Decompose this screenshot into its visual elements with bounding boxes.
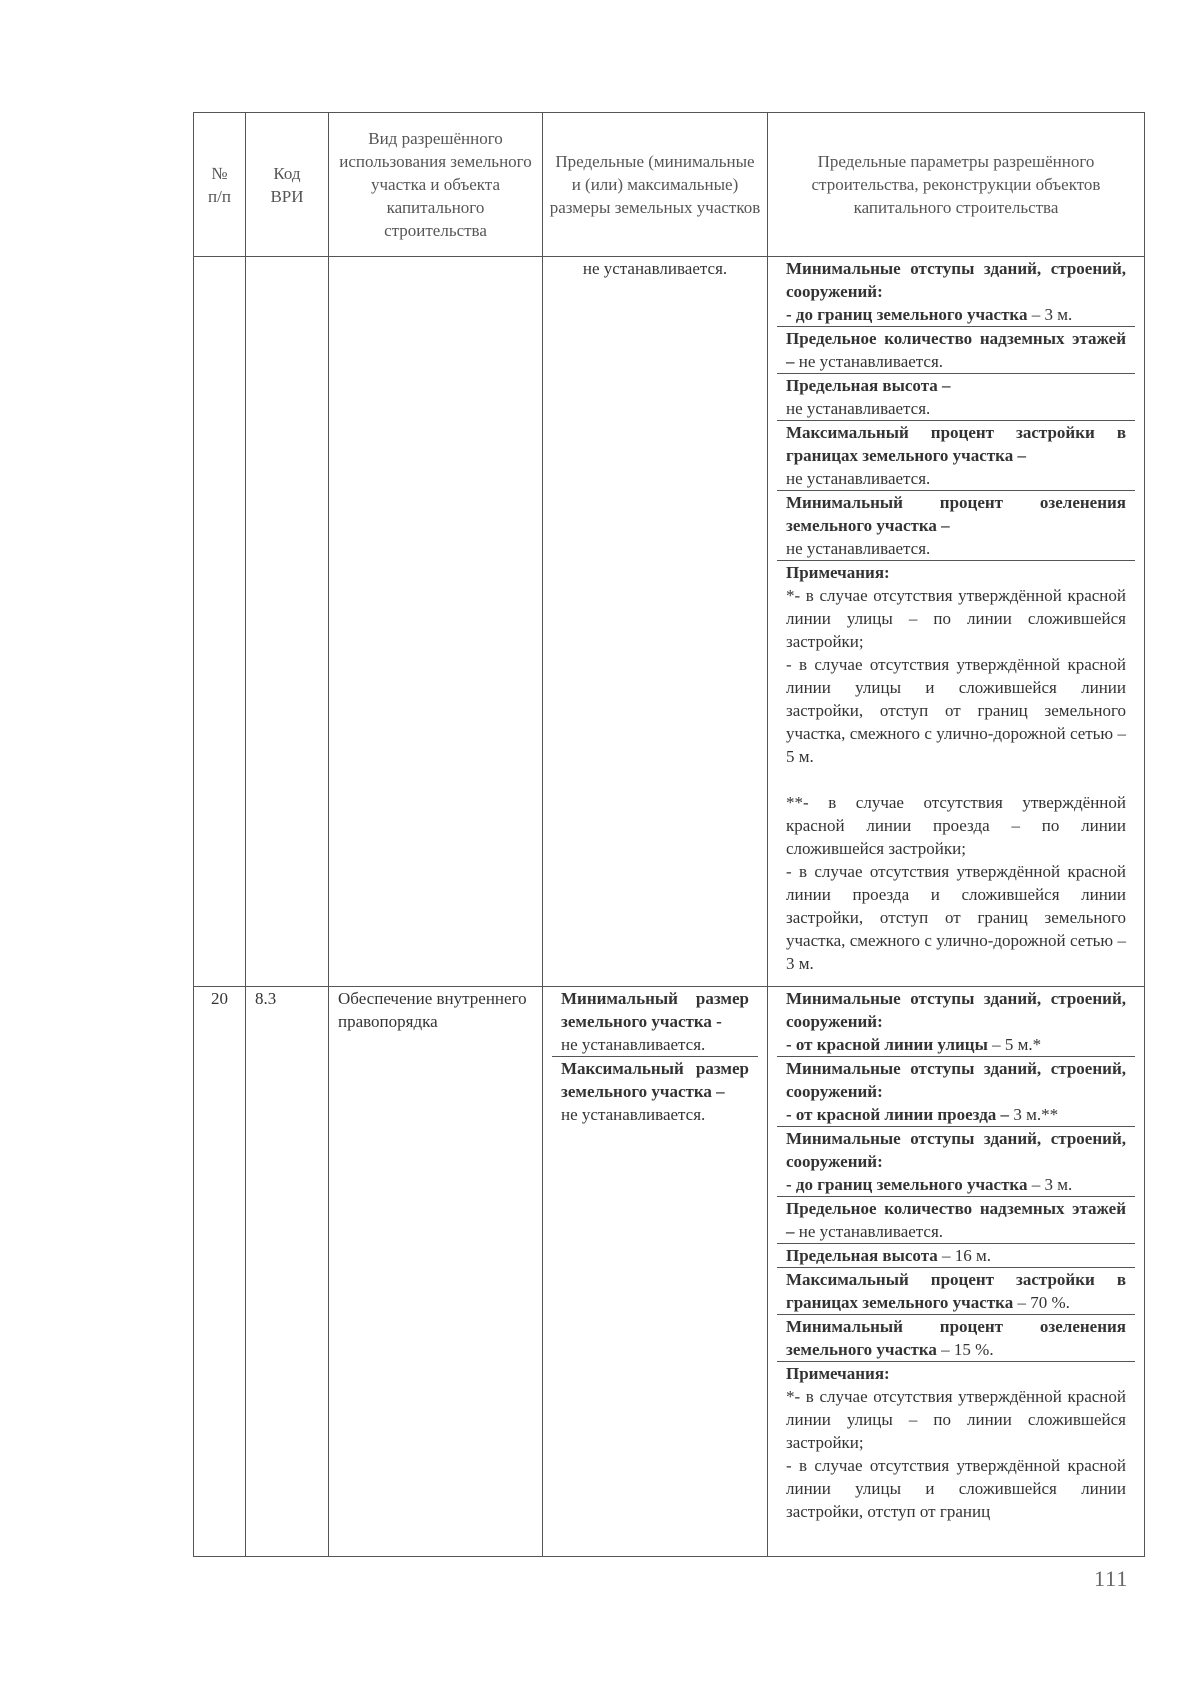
cont-code-cell: [246, 257, 329, 987]
notes-gap: [786, 768, 1126, 791]
param-label: Минимальные отступы зданий, строений, сооружений:: [786, 1059, 1126, 1101]
table-row-continuation: [194, 257, 1145, 987]
param-label: Минимальные отступы зданий, строений, сооружений:: [786, 259, 1126, 301]
param-value: не устанавливается.: [786, 469, 931, 488]
param-sublabel: - от красной линии улицы: [786, 1035, 988, 1054]
row20-param-greening: [777, 1315, 1135, 1362]
cont-sizes-text: не устанавливается.: [582, 259, 728, 278]
cont-param-coverage: [777, 421, 1135, 491]
header-num: № п/п: [194, 113, 246, 257]
param-value: – 5 м.*: [987, 1035, 1042, 1054]
max-size-value: не устанавливается.: [561, 1105, 706, 1124]
row20-sizes-cell: [543, 987, 768, 1557]
cont-param-setback: [777, 257, 1135, 327]
param-label: Минимальные отступы зданий, строений, сооружений:: [786, 989, 1126, 1031]
param-value: – 15 %.: [936, 1340, 994, 1359]
cont-sizes-cell: [543, 257, 768, 987]
cont-type-cell: [329, 257, 543, 987]
param-value: не устанавливается.: [794, 1222, 944, 1241]
param-sublabel: - от красной линии проезда –: [786, 1105, 1010, 1124]
header-type: Вид разрешённого использования земельного участка и объекта капитального строительства: [329, 113, 543, 257]
param-sublabel: - до границ земельного участка: [786, 1175, 1028, 1194]
row20-code: 8.3: [246, 987, 329, 1557]
header-code: Код ВРИ: [246, 113, 329, 257]
param-value: – 3 м.: [1027, 305, 1073, 324]
param-label: Предельная высота: [786, 1246, 938, 1265]
row20-param-setback-passage: [777, 1057, 1135, 1127]
min-size-label: Минимальный размер земельного участка -: [561, 989, 749, 1031]
param-value: 3 м.**: [1009, 1105, 1059, 1124]
row20-param-floors: [777, 1197, 1135, 1244]
param-value: – 16 м.: [937, 1246, 992, 1265]
param-label: Максимальный процент застройки в границах земельного участка –: [786, 423, 1126, 465]
param-label: Предельная высота –: [786, 376, 951, 395]
row20-params-cell: [768, 987, 1145, 1557]
cont-param-floors: [777, 327, 1135, 374]
note-3: **- в случае отсутствия утверждённой красной линии проезда – по линии сложившейся застройки;: [786, 793, 1126, 858]
cont-param-height: [777, 374, 1135, 421]
row20-min-size: [552, 987, 758, 1057]
notes-title: Примечания:: [786, 563, 890, 582]
row20-param-setback-street: [777, 987, 1135, 1057]
header-params: Предельные параметры разрешённого строительства, реконструкции объектов капитального строительства: [768, 113, 1145, 257]
row20-param-setback-boundary: [777, 1127, 1135, 1197]
note-4: - в случае отсутствия утверждённой красной линии проезда и сложившейся линии застройки, отступ от границ земельного участка, смежного с улично-дорожной сетью – 3 м.: [786, 862, 1126, 973]
row20-param-height: [777, 1244, 1135, 1268]
notes-title: Примечания:: [786, 1364, 890, 1383]
cont-num-cell: [194, 257, 246, 987]
param-label: Предельное количество надземных этажей –: [786, 329, 1126, 371]
param-value: – 3 м.: [1027, 1175, 1073, 1194]
cont-param-greening: [777, 491, 1135, 561]
param-value: не устанавливается.: [786, 399, 931, 418]
param-label: Минимальные отступы зданий, строений, сооружений:: [786, 1129, 1126, 1171]
min-size-value: не устанавливается.: [561, 1035, 706, 1054]
param-value: не устанавливается.: [794, 352, 944, 371]
row20-max-size: [552, 1057, 758, 1126]
table-row-20: [194, 987, 1145, 1557]
table-header-row: [194, 113, 1145, 257]
row20-num: 20: [194, 987, 246, 1557]
param-label: Минимальный процент озеленения земельного участка –: [786, 493, 1126, 535]
param-value: не устанавливается.: [786, 539, 931, 558]
param-sublabel: - до границ земельного участка: [786, 305, 1028, 324]
regulations-table: [193, 112, 1145, 1557]
note-1: *- в случае отсутствия утверждённой красной линии улицы – по линии сложившейся застройки;: [786, 1387, 1126, 1452]
param-label: Максимальный процент застройки в границах земельного участка: [786, 1270, 1126, 1312]
max-size-label: Максимальный размер земельного участка –: [561, 1059, 749, 1101]
page-number: 111: [1094, 1566, 1129, 1591]
header-sizes: Предельные (минимальные и (или) максимальные) размеры земельных участков: [543, 113, 768, 257]
param-label: Минимальный процент озеленения земельного участка: [786, 1317, 1126, 1359]
param-label: Предельное количество надземных этажей –: [786, 1199, 1126, 1241]
row20-notes: [777, 1362, 1135, 1523]
row20-type: Обеспечение внутреннего правопорядка: [329, 987, 543, 1557]
cont-notes: [777, 561, 1135, 975]
cont-params-cell: [768, 257, 1145, 987]
note-1: *- в случае отсутствия утверждённой красной линии улицы – по линии сложившейся застройки;: [786, 586, 1126, 651]
param-value: – 70 %.: [1013, 1293, 1070, 1312]
row20-param-coverage: [777, 1268, 1135, 1315]
note-2: - в случае отсутствия утверждённой красной линии улицы и сложившейся линии застройки, отступ от границ: [786, 1456, 1126, 1521]
note-2: - в случае отсутствия утверждённой красной линии улицы и сложившейся линии застройки, отступ от границ земельного участка, смежного с улично-дорожной сетью – 5 м.: [786, 655, 1126, 766]
